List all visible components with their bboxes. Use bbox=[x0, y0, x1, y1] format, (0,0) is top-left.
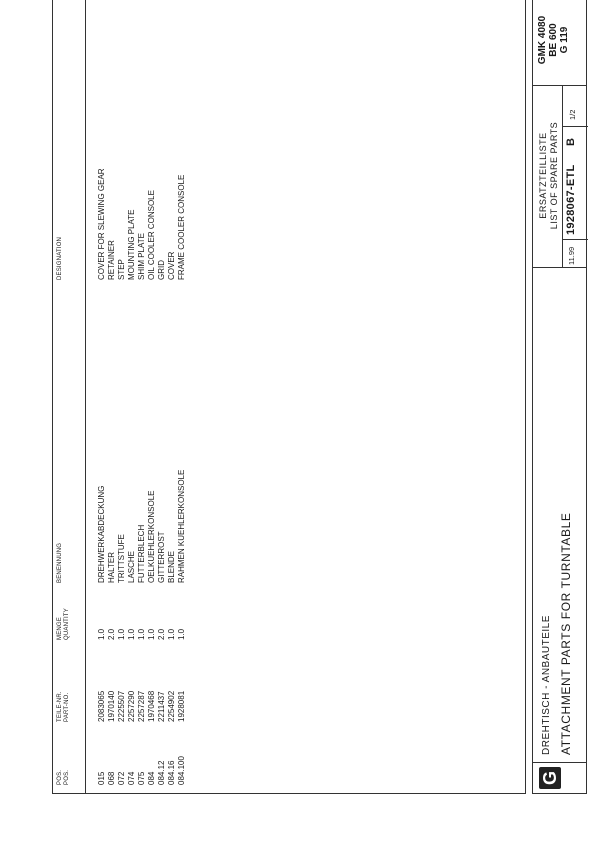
cell-pos: 084.100 bbox=[177, 756, 186, 785]
header-quantity: MENGE QUANTITY bbox=[57, 608, 70, 640]
cell-designation: COVER bbox=[167, 251, 176, 280]
cell-benennung: OELKUEHLERKONSOLE bbox=[147, 490, 156, 583]
cell-pos: 084 bbox=[147, 771, 156, 785]
divider bbox=[533, 85, 586, 86]
cell-benennung: BLENDE bbox=[167, 550, 176, 583]
cell-part-no: 2083065 bbox=[97, 690, 106, 722]
cell-pos: 015 bbox=[97, 771, 106, 785]
table-header bbox=[53, 0, 86, 793]
table-row bbox=[137, 0, 147, 793]
cell-benennung: LASCHE bbox=[127, 550, 136, 583]
cell-pos: 084.12 bbox=[157, 760, 166, 785]
table-row bbox=[97, 0, 107, 793]
cell-quantity: 1.0 bbox=[127, 628, 136, 640]
cell-part-no: 2225507 bbox=[117, 690, 126, 722]
divider bbox=[562, 86, 563, 268]
divider bbox=[533, 267, 586, 268]
model-line: G 119 bbox=[559, 26, 570, 54]
cell-designation: RETAINER bbox=[107, 240, 116, 280]
title-english: ATTACHMENT PARTS FOR TURNTABLE bbox=[559, 512, 573, 755]
header-benennung: BENENNUNG bbox=[57, 542, 63, 583]
page-number: 1/2 bbox=[568, 109, 577, 120]
parts-table bbox=[52, 0, 526, 794]
cell-benennung: HALTER bbox=[107, 552, 116, 583]
cell-benennung: DREHWERKABDECKUNG bbox=[97, 485, 106, 583]
cell-quantity: 1.0 bbox=[97, 628, 106, 640]
cell-part-no: 1928081 bbox=[177, 690, 186, 722]
cell-benennung: RAHMEN KUEHLERKONSOLE bbox=[177, 469, 186, 583]
table-row bbox=[177, 0, 187, 793]
document-part-number: 1928067-ETL bbox=[565, 164, 577, 235]
cell-benennung: TRITTSTUFE bbox=[117, 534, 126, 583]
title-german: DREHTISCH - ANBAUTEILE bbox=[541, 615, 552, 755]
cell-designation: OIL COOLER CONSOLE bbox=[147, 190, 156, 280]
cell-quantity: 1.0 bbox=[177, 628, 186, 640]
cell-designation: COVER FOR SLEWING GEAR bbox=[97, 168, 106, 280]
cell-designation: SHIM PLATE bbox=[137, 233, 146, 280]
cell-part-no: 1970140 bbox=[107, 690, 116, 722]
title-block bbox=[532, 0, 587, 794]
cell-designation: STEP bbox=[117, 259, 126, 280]
cell-part-no: 2257290 bbox=[127, 690, 136, 722]
cell-part-no: 2254902 bbox=[167, 690, 176, 722]
header-designation: DESIGNATION bbox=[57, 236, 63, 280]
cell-pos: 068 bbox=[107, 771, 116, 785]
list-type-german: ERSATZTEILLISTE bbox=[538, 132, 548, 219]
table-row bbox=[157, 0, 167, 793]
divider bbox=[562, 126, 588, 127]
table-row bbox=[167, 0, 177, 793]
cell-pos: 084.16 bbox=[167, 760, 176, 785]
divider bbox=[533, 762, 586, 763]
cell-part-no: 2211437 bbox=[157, 691, 166, 722]
table-body bbox=[97, 0, 187, 793]
table-row bbox=[127, 0, 137, 793]
cell-benennung: GITTERROST bbox=[157, 531, 166, 583]
cell-quantity: 2.0 bbox=[157, 628, 166, 640]
table-row bbox=[107, 0, 117, 793]
divider bbox=[562, 239, 588, 240]
cell-pos: 075 bbox=[137, 771, 146, 785]
header-part-no: TEILE-NR. PART-NO. bbox=[57, 691, 70, 722]
revision-letter: B bbox=[565, 138, 577, 146]
cell-designation: MOUNTING PLATE bbox=[127, 209, 136, 280]
cell-designation: GRID bbox=[157, 260, 166, 280]
cell-quantity: 1.0 bbox=[147, 628, 156, 640]
cell-benennung: FUTTERBLECH bbox=[137, 524, 146, 583]
model-line: GMK 4080 bbox=[537, 15, 548, 65]
cell-quantity: 1.0 bbox=[167, 628, 176, 640]
cell-pos: 072 bbox=[117, 771, 126, 785]
company-logo-icon: G bbox=[539, 767, 561, 789]
cell-quantity: 2.0 bbox=[107, 628, 116, 640]
cell-quantity: 1.0 bbox=[137, 628, 146, 640]
cell-designation: FRAME COOLER CONSOLE bbox=[177, 174, 186, 280]
cell-part-no: 1970468 bbox=[147, 690, 156, 722]
table-row bbox=[147, 0, 157, 793]
cell-part-no: 2257287 bbox=[137, 690, 146, 722]
model-line: BE 600 bbox=[548, 23, 559, 57]
issue-date: 11.99 bbox=[567, 246, 576, 265]
header-pos: POS. POS. bbox=[57, 769, 70, 785]
table-row bbox=[117, 0, 127, 793]
cell-pos: 074 bbox=[127, 771, 136, 785]
cell-quantity: 1.0 bbox=[117, 628, 126, 640]
model-designation bbox=[537, 0, 570, 81]
list-type-english: LIST OF SPARE PARTS bbox=[549, 121, 559, 230]
